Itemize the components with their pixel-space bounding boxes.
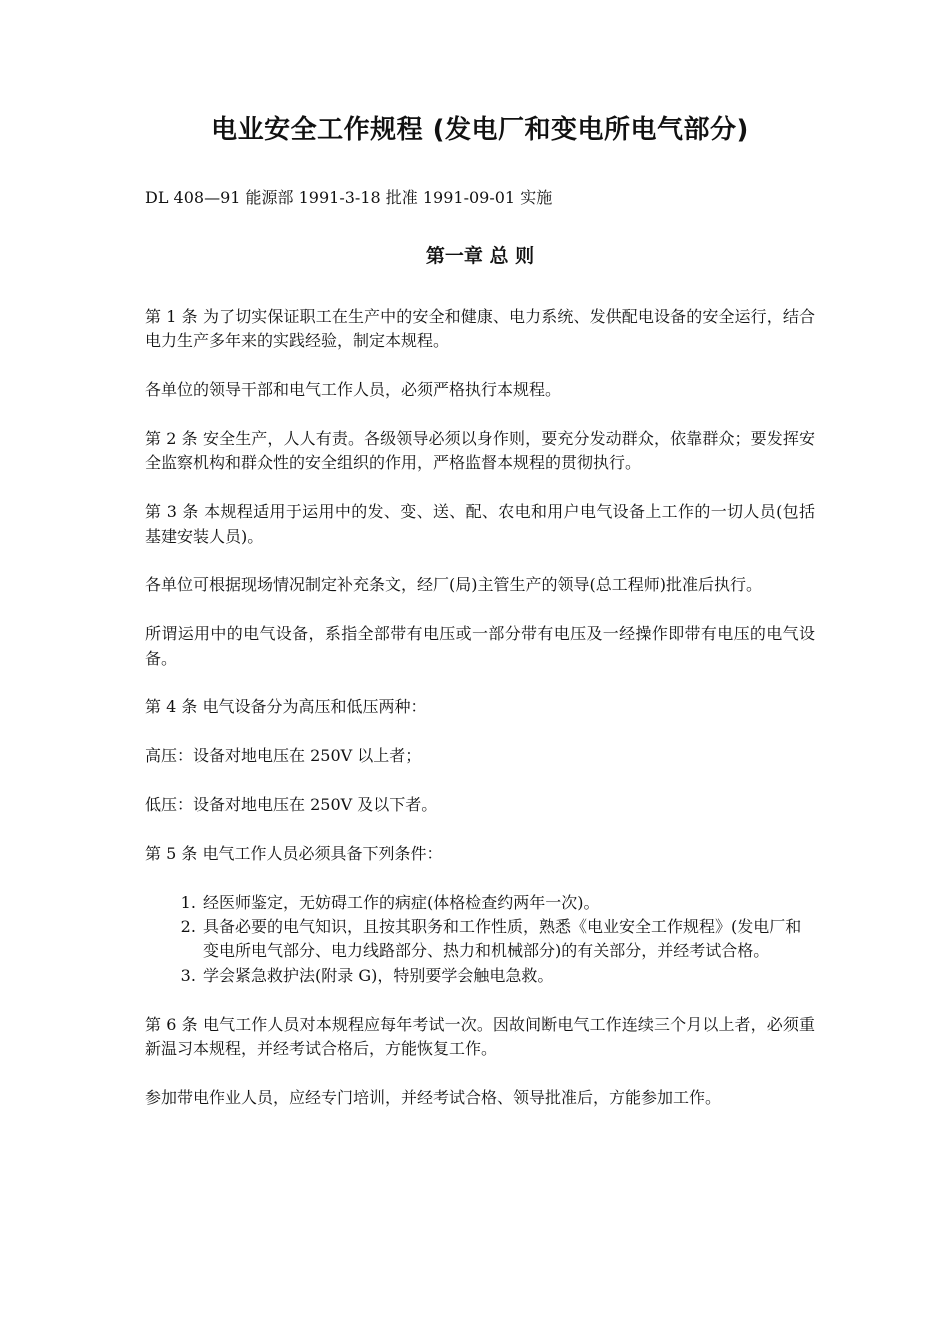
chapter-heading: 第一章 总 则	[425, 245, 535, 267]
article-3: 第 3 条 本规程适用于运用中的发、变、送、配、农电和用户电气设备上工作的一切人员(包括基建安装人员)。	[145, 502, 815, 546]
article-1: 第 1 条 为了切实保证职工在生产中的安全和健康、电力系统、发供配电设备的安全运行，结合电力生产多年来的实践经验，制定本规程。	[145, 307, 815, 351]
paragraph: 各单位可根据现场情况制定补充条文，经厂(局)主管生产的领导(总工程师)批准后执行。	[145, 575, 762, 595]
paragraph: 各单位的领导干部和电气工作人员，必须严格执行本规程。	[145, 380, 562, 400]
paragraph: 低压：设备对地电压在 250V 及以下者。	[145, 795, 438, 814]
article-6: 第 6 条 电气工作人员对本规程应每年考试一次。因故间断电气工作连续三个月以上者，必须重新温习本规程，并经考试合格后，方能恢复工作。	[145, 1014, 815, 1059]
document-title: 电业安全工作规程 (发电厂和变电所电气部分)	[211, 115, 749, 145]
list-item: 1. 经医师鉴定，无妨碍工作的病症(体格检查约两年一次)。	[201, 891, 815, 915]
document-meta: DL 408—91 能源部 1991-3-18 批准 1991-09-01 实施	[145, 188, 553, 207]
list-item: 2. 具备必要的电气知识，且按其职务和工作性质，熟悉《电业安全工作规程》(发电厂和变电所电气部分、电力线路部分、热力和机械部分)的有关部分，并经考试合格。	[201, 915, 815, 964]
article-2: 第 2 条 安全生产，人人有责。各级领导必须以身作则，要充分发动群众，依靠群众；要发挥安全监察机构和群众性的安全组织的作用，严格监督本规程的贯彻执行。	[145, 429, 815, 473]
paragraph: 高压：设备对地电压在 250V 以上者；	[145, 746, 422, 766]
article-5: 第 5 条 电气工作人员必须具备下列条件：	[145, 843, 443, 863]
paragraph: 所谓运用中的电气设备，系指全部带有电压或一部分带有电压及一经操作即带有电压的电气设备。	[145, 624, 815, 668]
document-body	[145, 305, 815, 1135]
list-item: 3. 学会紧急救护法(附录 G)，特别要学会触电急救。	[201, 964, 815, 988]
article-4: 第 4 条 电气设备分为高压和低压两种：	[145, 697, 427, 717]
paragraph: 参加带电作业人员，应经专门培训，并经考试合格、领导批准后，方能参加工作。	[145, 1087, 722, 1107]
conditions-list	[145, 891, 815, 989]
